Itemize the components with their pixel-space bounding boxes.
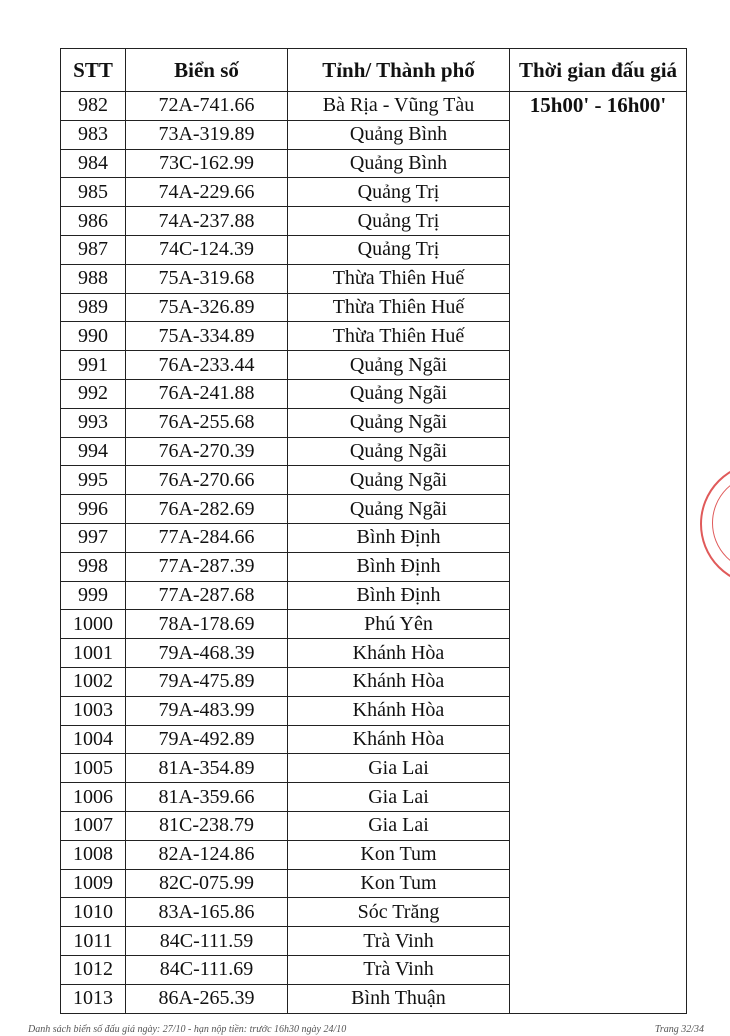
cell-province: Quảng Ngãi bbox=[288, 408, 510, 437]
cell-province: Quảng Ngãi bbox=[288, 437, 510, 466]
cell-stt: 999 bbox=[61, 581, 126, 610]
cell-province: Khánh Hòa bbox=[288, 667, 510, 696]
cell-stt: 992 bbox=[61, 379, 126, 408]
header-row bbox=[61, 49, 687, 92]
cell-province: Trà Vinh bbox=[288, 927, 510, 956]
cell-plate-number: 78A-178.69 bbox=[126, 610, 288, 639]
cell-plate-number: 74C-124.39 bbox=[126, 235, 288, 264]
table-row bbox=[61, 92, 687, 121]
cell-stt: 995 bbox=[61, 466, 126, 495]
cell-province: Quảng Ngãi bbox=[288, 495, 510, 524]
cell-province: Khánh Hòa bbox=[288, 725, 510, 754]
cell-province: Bà Rịa - Vũng Tàu bbox=[288, 92, 510, 121]
cell-province: Kon Tum bbox=[288, 869, 510, 898]
cell-plate-number: 86A-265.39 bbox=[126, 984, 288, 1013]
cell-plate-number: 84C-111.69 bbox=[126, 955, 288, 984]
cell-province: Quảng Ngãi bbox=[288, 379, 510, 408]
header-stt: STT bbox=[61, 49, 126, 92]
cell-plate-number: 72A-741.66 bbox=[126, 92, 288, 121]
cell-plate-number: 76A-233.44 bbox=[126, 351, 288, 380]
cell-province: Quảng Ngãi bbox=[288, 351, 510, 380]
cell-stt: 1000 bbox=[61, 610, 126, 639]
cell-plate-number: 75A-326.89 bbox=[126, 293, 288, 322]
cell-stt: 1001 bbox=[61, 639, 126, 668]
cell-stt: 989 bbox=[61, 293, 126, 322]
cell-plate-number: 82C-075.99 bbox=[126, 869, 288, 898]
cell-province: Thừa Thiên Huế bbox=[288, 322, 510, 351]
cell-plate-number: 83A-165.86 bbox=[126, 898, 288, 927]
cell-stt: 1012 bbox=[61, 955, 126, 984]
cell-province: Quảng Trị bbox=[288, 235, 510, 264]
cell-plate-number: 76A-241.88 bbox=[126, 379, 288, 408]
cell-stt: 1003 bbox=[61, 696, 126, 725]
page-number: Trang 32/34 bbox=[654, 1024, 704, 1035]
header-plate-number: Biển số bbox=[126, 49, 288, 92]
cell-plate-number: 84C-111.59 bbox=[126, 927, 288, 956]
cell-stt: 1004 bbox=[61, 725, 126, 754]
cell-province: Quảng Ngãi bbox=[288, 466, 510, 495]
cell-plate-number: 76A-282.69 bbox=[126, 495, 288, 524]
cell-plate-number: 77A-287.39 bbox=[126, 552, 288, 581]
cell-plate-number: 73C-162.99 bbox=[126, 149, 288, 178]
cell-stt: 988 bbox=[61, 264, 126, 293]
company-seal-inner-ring bbox=[712, 474, 730, 572]
cell-plate-number: 75A-319.68 bbox=[126, 264, 288, 293]
cell-plate-number: 77A-284.66 bbox=[126, 523, 288, 552]
cell-stt: 994 bbox=[61, 437, 126, 466]
cell-province: Gia Lai bbox=[288, 783, 510, 812]
cell-plate-number: 74A-237.88 bbox=[126, 207, 288, 236]
header-auction-time: Thời gian đấu giá bbox=[510, 49, 687, 92]
cell-stt: 1005 bbox=[61, 754, 126, 783]
cell-plate-number: 82A-124.86 bbox=[126, 840, 288, 869]
cell-plate-number: 81C-238.79 bbox=[126, 811, 288, 840]
cell-plate-number: 76A-255.68 bbox=[126, 408, 288, 437]
cell-plate-number: 79A-475.89 bbox=[126, 667, 288, 696]
footer-note: Danh sách biển số đấu giá ngày: 27/10 - hạn nộp tiền: trước 16h30 ngày 24/10 bbox=[28, 1024, 347, 1035]
cell-stt: 1009 bbox=[61, 869, 126, 898]
cell-province: Thừa Thiên Huế bbox=[288, 293, 510, 322]
cell-province: Quảng Trị bbox=[288, 207, 510, 236]
cell-plate-number: 79A-468.39 bbox=[126, 639, 288, 668]
cell-stt: 983 bbox=[61, 120, 126, 149]
cell-plate-number: 77A-287.68 bbox=[126, 581, 288, 610]
cell-plate-number: 81A-354.89 bbox=[126, 754, 288, 783]
cell-stt: 991 bbox=[61, 351, 126, 380]
cell-province: Thừa Thiên Huế bbox=[288, 264, 510, 293]
cell-stt: 1006 bbox=[61, 783, 126, 812]
cell-province: Bình Thuận bbox=[288, 984, 510, 1013]
cell-province: Quảng Trị bbox=[288, 178, 510, 207]
cell-stt: 1013 bbox=[61, 984, 126, 1013]
cell-province: Sóc Trăng bbox=[288, 898, 510, 927]
cell-plate-number: 79A-483.99 bbox=[126, 696, 288, 725]
cell-stt: 996 bbox=[61, 495, 126, 524]
cell-province: Trà Vinh bbox=[288, 955, 510, 984]
cell-stt: 997 bbox=[61, 523, 126, 552]
cell-plate-number: 79A-492.89 bbox=[126, 725, 288, 754]
cell-province: Bình Định bbox=[288, 581, 510, 610]
cell-stt: 986 bbox=[61, 207, 126, 236]
cell-province: Khánh Hòa bbox=[288, 639, 510, 668]
cell-plate-number: 74A-229.66 bbox=[126, 178, 288, 207]
cell-stt: 982 bbox=[61, 92, 126, 121]
header-province: Tỉnh/ Thành phố bbox=[288, 49, 510, 92]
cell-stt: 1002 bbox=[61, 667, 126, 696]
table-body bbox=[61, 92, 687, 1014]
cell-province: Phú Yên bbox=[288, 610, 510, 639]
cell-stt: 993 bbox=[61, 408, 126, 437]
cell-stt: 985 bbox=[61, 178, 126, 207]
cell-province: Bình Định bbox=[288, 523, 510, 552]
cell-province: Kon Tum bbox=[288, 840, 510, 869]
cell-province: Bình Định bbox=[288, 552, 510, 581]
cell-stt: 1010 bbox=[61, 898, 126, 927]
cell-stt: 990 bbox=[61, 322, 126, 351]
cell-stt: 1011 bbox=[61, 927, 126, 956]
plates-table bbox=[60, 48, 687, 1014]
cell-plate-number: 75A-334.89 bbox=[126, 322, 288, 351]
cell-plate-number: 76A-270.66 bbox=[126, 466, 288, 495]
cell-stt: 1007 bbox=[61, 811, 126, 840]
auction-time-cell: 15h00' - 16h00' bbox=[510, 92, 687, 1014]
cell-province: Gia Lai bbox=[288, 754, 510, 783]
cell-plate-number: 76A-270.39 bbox=[126, 437, 288, 466]
company-seal bbox=[700, 462, 730, 586]
cell-province: Quảng Bình bbox=[288, 120, 510, 149]
cell-plate-number: 81A-359.66 bbox=[126, 783, 288, 812]
cell-stt: 1008 bbox=[61, 840, 126, 869]
cell-stt: 998 bbox=[61, 552, 126, 581]
page-footer bbox=[28, 1024, 720, 1036]
cell-plate-number: 73A-319.89 bbox=[126, 120, 288, 149]
cell-stt: 984 bbox=[61, 149, 126, 178]
cell-province: Khánh Hòa bbox=[288, 696, 510, 725]
cell-stt: 987 bbox=[61, 235, 126, 264]
cell-province: Quảng Bình bbox=[288, 149, 510, 178]
cell-province: Gia Lai bbox=[288, 811, 510, 840]
